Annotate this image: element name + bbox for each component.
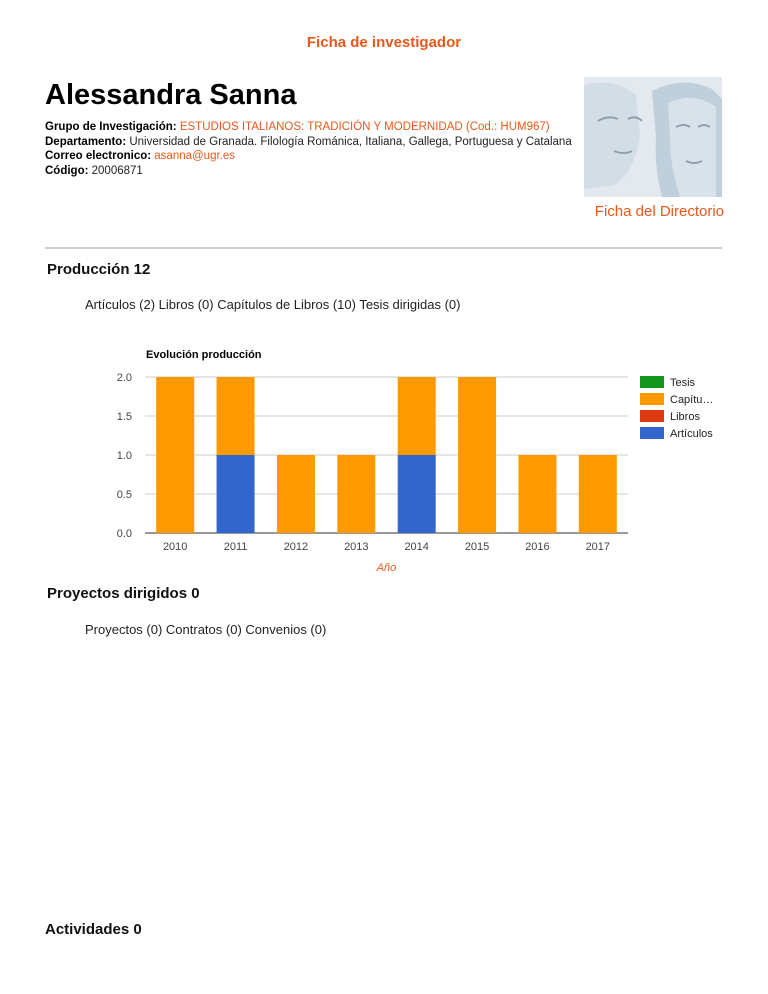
department-value: Universidad de Granada. Filología Románica, Italiana, Gallega, Portuguesa y Catalana [129,135,572,148]
chart-title: Evolución producción [146,349,262,361]
y-tick-label: 0.0 [116,528,132,540]
group-row [45,120,575,135]
researcher-name: Alessandra Sanna [45,79,297,111]
bar-segment [217,455,255,533]
department-label: Departamento: [45,135,127,148]
bar-segment [398,455,436,533]
projects-summary: Proyectos (0) Contratos (0) Convenios (0) [85,622,327,637]
legend-swatch [640,376,664,388]
bar-segment [217,377,255,455]
group-link[interactable]: ESTUDIOS ITALIANOS: TRADICIÓN Y MODERNIDAD (Cod.: HUM967) [179,121,550,133]
production-chart-svg [100,340,740,580]
y-tick-label: 2.0 [116,372,132,384]
group-label: Grupo de Investigación: [45,121,177,133]
avatar-placeholder [584,77,722,197]
code-row [45,164,575,179]
y-tick-label: 1.5 [116,411,132,423]
email-label: Correo electronico: [45,150,152,162]
x-tick-label: 2016 [525,541,550,553]
x-tick-label: 2013 [344,541,369,553]
page-header-title: Ficha de investigador [306,34,462,51]
email-row [45,149,575,164]
avatar-silhouette-icon [584,77,722,197]
production-chart [100,340,740,585]
x-tick-label: 2015 [464,541,490,553]
bar-segment [579,455,617,533]
x-tick-label: 2017 [585,541,611,553]
legend-label: Libros [670,411,700,423]
researcher-info [45,120,575,178]
x-tick-label: 2012 [283,541,309,553]
production-title: Producción 12 [47,261,151,278]
email-link[interactable]: asanna@ugr.es [154,150,236,162]
bar-segment [337,455,375,533]
legend-swatch [640,410,664,422]
bar-segment [458,377,496,533]
legend-label: Artículos [670,428,713,440]
legend-label: Capítu… [670,394,714,406]
bar-segment [398,377,436,455]
bar-segment [156,377,194,533]
x-tick-label: 2011 [223,541,248,553]
department-row [45,135,575,150]
legend-label: Tesis [670,377,696,389]
x-axis-label: Año [376,562,397,574]
legend-swatch [640,427,664,439]
directory-link[interactable]: Ficha del Directorio [594,203,724,220]
bar-segment [277,455,315,533]
production-summary: Artículos (2) Libros (0) Capítulos de Libros (10) Tesis dirigidas (0) [85,297,461,312]
x-tick-label: 2014 [404,541,429,553]
y-tick-label: 1.0 [116,450,132,462]
bar-segment [518,455,556,533]
x-tick-label: 2010 [162,541,188,553]
projects-title: Proyectos dirigidos 0 [47,585,200,602]
code-label: Código: [45,164,89,177]
activities-title: Actividades 0 [45,921,142,938]
code-value: 20006871 [91,164,143,177]
y-tick-label: 0.5 [116,489,132,501]
section-divider [45,247,722,249]
legend-swatch [640,393,664,405]
